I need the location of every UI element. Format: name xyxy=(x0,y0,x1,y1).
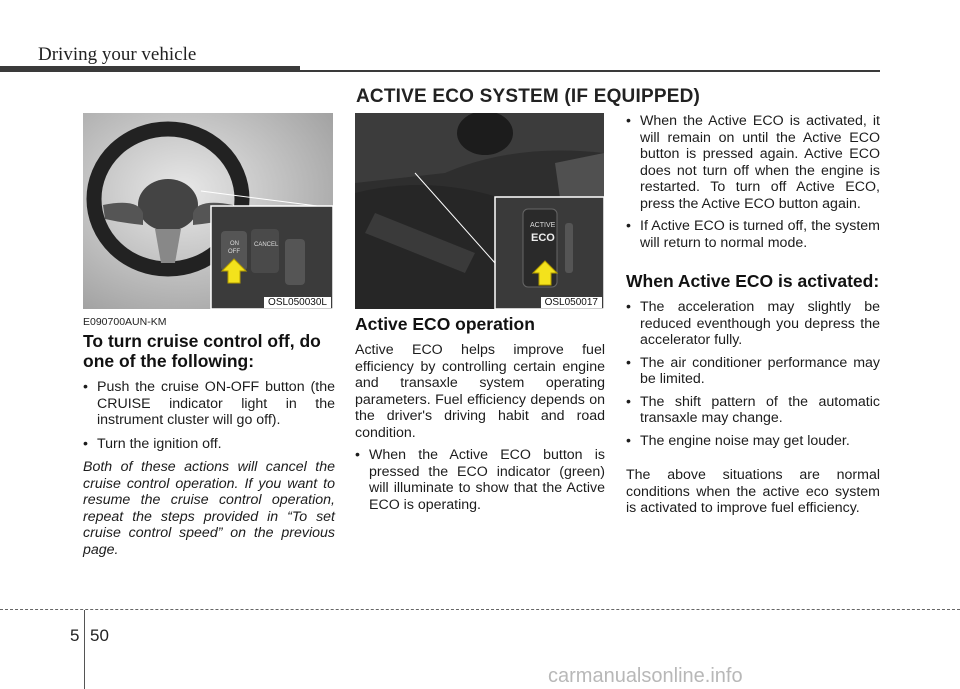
middle-column xyxy=(355,314,605,513)
list-item: • The engine noise may get louder. xyxy=(626,433,880,450)
right-column xyxy=(626,113,880,517)
svg-text:ACTIVE: ACTIVE xyxy=(530,222,556,229)
svg-text:OFF: OFF xyxy=(228,249,240,255)
photo-caption: OSL050030L xyxy=(264,297,331,308)
header-rule-thin xyxy=(300,70,880,72)
list-item: • The air conditioner performance may be limited. xyxy=(626,355,880,388)
active-eco-paragraph: Active ECO helps improve fuel efficiency by controlling certain engine and transaxle system operating parameters. Fuel efficiency depends on the driver's driving habit and road condition. xyxy=(355,342,605,441)
list-item: • The shift pattern of the automatic transaxle may change. xyxy=(626,394,880,427)
svg-text:ON: ON xyxy=(230,241,239,247)
steering-wheel-photo xyxy=(83,113,333,309)
steering-wheel-illustration xyxy=(83,113,333,309)
active-eco-info-bullets xyxy=(626,113,880,251)
section-title: ACTIVE ECO SYSTEM (IF EQUIPPED) xyxy=(356,86,701,107)
watermark: carmanualsonline.info xyxy=(548,665,743,687)
svg-text:CANCEL: CANCEL xyxy=(254,242,279,248)
footer-divider xyxy=(84,610,85,689)
cruise-off-bullets xyxy=(83,379,335,452)
cruise-note: Both of these actions will cancel the cruise control operation. If you want to resume the cruise control operation, repeat the steps provided in “To set cruise control speed” on the previous page. xyxy=(83,459,335,558)
left-column xyxy=(83,331,335,558)
list-item: • The acceleration may slightly be reduced eventhough you depress the accelerator fully. xyxy=(626,299,880,349)
cruise-off-heading: To turn cruise control off, do one of the following: xyxy=(83,331,321,371)
active-eco-photo xyxy=(355,113,604,309)
active-eco-bullets xyxy=(355,447,605,513)
footer-rule xyxy=(0,609,960,610)
photo-caption: OSL050017 xyxy=(541,297,602,308)
active-eco-operation-heading: Active ECO operation xyxy=(355,314,535,334)
page-header-title: Driving your vehicle xyxy=(38,44,197,65)
when-activated-bullets xyxy=(626,299,880,449)
dashboard-illustration xyxy=(355,113,604,309)
list-item: • When the Active ECO is activated, it will remain on until the Active ECO button is pressed again. Active ECO does not turn off when the engine is restarted. To turn off Active ECO, press the Active ECO button again. xyxy=(626,113,880,212)
list-item: • Turn the ignition off. xyxy=(83,436,335,453)
svg-text:ECO: ECO xyxy=(531,232,555,244)
chapter-number: 5 xyxy=(70,626,80,645)
list-item: • Push the cruise ON-OFF button (the CRUISE indicator light in the instrument cluster will go off). xyxy=(83,379,335,429)
list-item: • When the Active ECO button is pressed the ECO indicator (green) will illuminate to show that the Active ECO is operating. xyxy=(355,447,605,513)
closing-paragraph: The above situations are normal conditions when the active eco system is activated to improve fuel efficiency. xyxy=(626,467,880,516)
page-number: 50 xyxy=(90,626,109,645)
when-activated-heading: When Active ECO is activated: xyxy=(626,271,880,291)
document-code: E090700AUN-KM xyxy=(83,316,167,328)
header-rule-thick xyxy=(0,66,300,72)
list-item: • If Active ECO is turned off, the system will return to normal mode. xyxy=(626,218,880,251)
